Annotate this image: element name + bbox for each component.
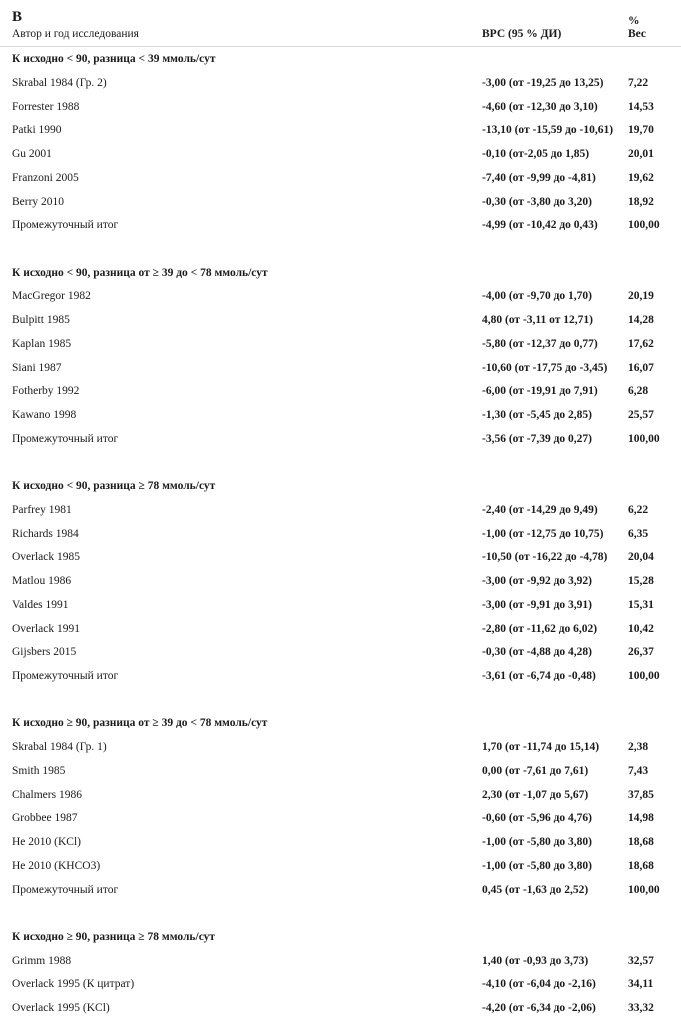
study-row	[0, 835, 681, 849]
study-name: Smith 1985	[12, 764, 66, 777]
header-weight: Вес	[628, 28, 647, 40]
weight-value: 6,22	[628, 503, 649, 516]
effect-ci: -4,60 (от -12,30 до 3,10)	[482, 100, 598, 113]
effect-ci: -10,50 (от -16,22 до -4,78)	[482, 551, 608, 564]
effect-ci: -3,00 (от -9,91 до 3,91)	[482, 598, 593, 611]
weight-value: 100,00	[628, 670, 660, 682]
header-effect-ci: ВРС (95 % ДИ)	[482, 28, 562, 40]
study-name: Franzoni 2005	[12, 171, 79, 184]
study-row	[0, 123, 681, 137]
effect-ci: -4,10 (от -6,04 до -2,16)	[482, 978, 596, 991]
weight-value: 2,38	[628, 741, 649, 753]
study-row	[0, 1001, 681, 1015]
study-name: MacGregor 1982	[12, 290, 91, 303]
study-row	[0, 361, 681, 375]
panel-letter: B	[12, 9, 23, 25]
study-name: Промежуточный итог	[12, 432, 119, 445]
study-name: Kaplan 1985	[12, 337, 72, 350]
weight-value: 15,31	[628, 598, 654, 611]
weight-value: 6,28	[628, 385, 649, 398]
weight-value: 20,01	[628, 148, 654, 160]
weight-value: 10,42	[628, 622, 654, 635]
weight-value: 37,85	[628, 788, 654, 801]
study-name: Richards 1984	[12, 527, 79, 540]
study-name: Gijsbers 2015	[12, 646, 77, 659]
effect-ci: -3,56 (от -7,39 до 0,27)	[482, 432, 593, 445]
effect-ci: 0,45 (от -1,63 до 2,52)	[482, 883, 589, 896]
study-row	[0, 811, 681, 825]
study-name: Overlack 1995 (К цитрат)	[12, 978, 135, 991]
weight-value: 15,28	[628, 575, 654, 587]
weight-value: 33,32	[628, 1002, 654, 1014]
weight-value: 19,70	[628, 124, 654, 137]
study-row	[0, 171, 681, 185]
effect-ci: -13,10 (от -15,59 до -10,61)	[482, 124, 614, 137]
study-name: He 2010 (KHCO3)	[12, 859, 101, 872]
effect-ci: -1,00 (от -5,80 до 3,80)	[482, 859, 593, 872]
subtotal-row	[0, 883, 681, 897]
subtotal-row	[0, 218, 681, 232]
study-row	[0, 788, 681, 802]
effect-ci: 0,00 (от -7,61 до 7,61)	[482, 764, 589, 777]
study-name: Промежуточный итог	[12, 219, 119, 232]
study-name: Patki 1990	[12, 124, 62, 137]
subtotal-row	[0, 669, 681, 683]
study-row	[0, 764, 681, 778]
study-row	[0, 408, 681, 422]
study-name: Overlack 1991	[12, 622, 81, 635]
study-name: Skrabal 1984 (Гр. 2)	[12, 76, 107, 89]
group-heading	[0, 52, 681, 66]
group-heading	[0, 479, 681, 493]
header-divider	[0, 46, 681, 47]
effect-ci: 1,70 (от -11,74 до 15,14)	[482, 741, 600, 753]
study-row	[0, 574, 681, 588]
study-row	[0, 859, 681, 873]
study-name: Chalmers 1986	[12, 788, 82, 801]
weight-value: 14,28	[628, 314, 654, 326]
weight-value: 100,00	[628, 219, 660, 232]
weight-value: 16,07	[628, 361, 654, 374]
weight-value: 19,62	[628, 171, 654, 184]
study-name: He 2010 (KCl)	[12, 836, 81, 848]
group-title: К исходно ≥ 90, разница от ≥ 39 до < 78 ммоль/сут	[12, 717, 268, 730]
weight-value: 14,53	[628, 100, 654, 113]
weight-value: 18,68	[628, 859, 654, 872]
weight-value: 100,00	[628, 432, 660, 445]
group-title: К исходно < 90, разница < 39 ммоль/сут	[12, 53, 216, 65]
group-heading	[0, 266, 681, 280]
subtotal-row	[0, 432, 681, 446]
effect-ci: -4,20 (от -6,34 до -2,06)	[482, 1002, 596, 1014]
study-name: Overlack 1985	[12, 551, 81, 564]
effect-ci: -0,30 (от -3,80 до 3,20)	[482, 195, 593, 208]
effect-ci: -7,40 (от -9,99 до -4,81)	[482, 171, 596, 184]
study-name: Matlou 1986	[12, 575, 72, 587]
effect-ci: 4,80 (от -3,11 от 12,71)	[482, 314, 593, 326]
study-row	[0, 147, 681, 161]
effect-ci: -4,00 (от -9,70 до 1,70)	[482, 290, 593, 303]
effect-ci: -0,60 (от -5,96 до 4,76)	[482, 812, 593, 825]
study-name: Forrester 1988	[12, 100, 80, 113]
study-name: Gu 2001	[12, 148, 52, 160]
weight-value: 20,04	[628, 551, 654, 564]
weight-value: 20,19	[628, 290, 654, 303]
study-name: Valdes 1991	[12, 598, 69, 611]
study-name: Overlack 1995 (KCl)	[12, 1002, 110, 1014]
effect-ci: -2,80 (от -11,62 до 6,02)	[482, 622, 598, 635]
group-title: К исходно ≥ 90, разница ≥ 78 ммоль/сут	[12, 930, 216, 943]
header-author: Автор и год исследования	[12, 28, 139, 40]
study-name: Siani 1987	[12, 361, 62, 374]
study-row	[0, 622, 681, 636]
effect-ci: -0,10 (от-2,05 до 1,85)	[482, 148, 590, 160]
header-percent: %	[628, 15, 640, 27]
study-row	[0, 598, 681, 612]
study-name: Bulpitt 1985	[12, 314, 70, 326]
weight-value: 14,98	[628, 812, 654, 825]
study-row	[0, 289, 681, 303]
study-row	[0, 645, 681, 659]
weight-value: 100,00	[628, 883, 660, 896]
weight-value: 7,43	[628, 764, 649, 777]
group-heading	[0, 716, 681, 730]
effect-ci: 2,30 (от -1,07 до 5,67)	[482, 788, 589, 801]
study-row	[0, 313, 681, 327]
effect-ci: -1,30 (от -5,45 до 2,85)	[482, 409, 593, 421]
group-heading	[0, 930, 681, 944]
effect-ci: -2,40 (от -14,29 до 9,49)	[482, 503, 598, 516]
effect-ci: -5,80 (от -12,37 до 0,77)	[482, 337, 598, 350]
study-row	[0, 527, 681, 541]
effect-ci: -10,60 (от -17,75 до -3,45)	[482, 361, 608, 374]
study-row	[0, 550, 681, 564]
study-name: Grobbee 1987	[12, 812, 78, 825]
study-row	[0, 195, 681, 209]
weight-value: 17,62	[628, 337, 654, 350]
effect-ci: -6,00 (от -19,91 до 7,91)	[482, 385, 598, 398]
effect-ci: 1,40 (от -0,93 до 3,73)	[482, 954, 589, 967]
effect-ci: -3,00 (от -19,25 до 13,25)	[482, 76, 604, 89]
study-name: Berry 2010	[12, 195, 65, 208]
effect-ci: -1,00 (от -12,75 до 10,75)	[482, 527, 604, 540]
group-title: К исходно < 90, разница от ≥ 39 до < 78 ммоль/сут	[12, 266, 268, 279]
study-name: Kawano 1998	[12, 409, 77, 421]
group-title: К исходно < 90, разница ≥ 78 ммоль/сут	[12, 480, 216, 492]
study-row	[0, 337, 681, 351]
study-row	[0, 503, 681, 517]
effect-ci: -3,61 (от -6,74 до -0,48)	[482, 670, 596, 682]
study-row	[0, 954, 681, 968]
study-name: Parfrey 1981	[12, 503, 72, 516]
weight-value: 7,22	[628, 76, 649, 89]
study-row	[0, 384, 681, 398]
weight-value: 25,57	[628, 409, 654, 421]
effect-ci: -0,30 (от -4,88 до 4,28)	[482, 646, 593, 659]
weight-value: 32,57	[628, 954, 654, 967]
study-name: Fotherby 1992	[12, 385, 80, 398]
study-name: Промежуточный итог	[12, 670, 119, 682]
study-name: Промежуточный итог	[12, 883, 119, 896]
weight-value: 26,37	[628, 646, 654, 659]
effect-ci: -4,99 (от -10,42 до 0,43)	[482, 219, 598, 232]
weight-value: 18,92	[628, 195, 654, 208]
study-name: Grimm 1988	[12, 954, 72, 967]
weight-value: 18,68	[628, 836, 654, 848]
study-row	[0, 76, 681, 90]
weight-value: 34,11	[628, 978, 654, 991]
effect-ci: -3,00 (от -9,92 до 3,92)	[482, 575, 593, 587]
effect-ci: -1,00 (от -5,80 до 3,80)	[482, 836, 593, 848]
study-row	[0, 977, 681, 991]
study-name: Skrabal 1984 (Гр. 1)	[12, 741, 107, 753]
study-row	[0, 740, 681, 754]
study-row	[0, 100, 681, 114]
weight-value: 6,35	[628, 527, 649, 540]
